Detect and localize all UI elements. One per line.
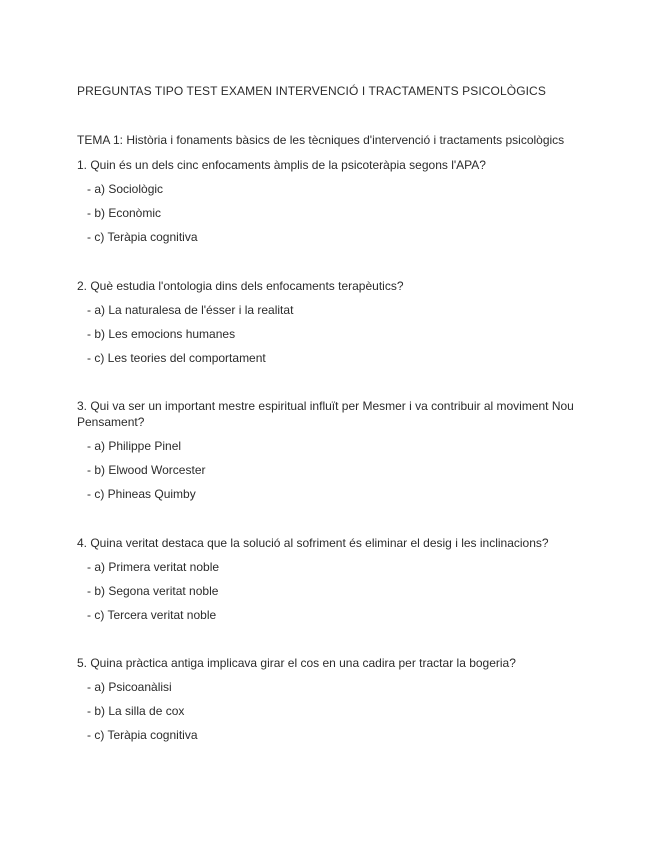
option-b: - b) Elwood Worcester xyxy=(87,463,206,477)
topic-heading: TEMA 1: Història i fonaments bàsics de les tècniques d'intervenció i tractaments psicològics xyxy=(77,133,565,147)
question-2 xyxy=(77,278,582,366)
option-a: - a) Primera veritat noble xyxy=(87,560,220,574)
option-a: - a) Philippe Pinel xyxy=(87,439,182,453)
question-text: 5. Quina pràctica antiga implicava girar el cos en una cadira per tractar la bogeria? xyxy=(77,656,516,670)
option-c: - c) Les teories del comportament xyxy=(87,351,266,365)
option-b: - b) La silla de cox xyxy=(87,704,185,718)
option-c: - c) Teràpia cognitiva xyxy=(87,230,198,244)
document-title: PREGUNTAS TIPO TEST EXAMEN INTERVENCIÓ I TRACTAMENTS PSICOLÒGICS xyxy=(77,84,546,98)
option-b: - b) Les emocions humanes xyxy=(87,327,236,341)
option-a: - a) La naturalesa de l'ésser i la realitat xyxy=(87,303,294,317)
question-3 xyxy=(77,398,582,502)
option-b: - b) Segona veritat noble xyxy=(87,584,219,598)
option-a: - a) Sociològic xyxy=(87,182,164,196)
question-text: 4. Quina veritat destaca que la solució al sofriment és eliminar el desig i les inclinacions? xyxy=(77,536,549,550)
question-text: 1. Quin és un dels cinc enfocaments àmplis de la psicoteràpia segons l'APA? xyxy=(77,158,486,172)
question-4 xyxy=(77,535,582,623)
question-text: 2. Què estudia l'ontologia dins dels enfocaments terapèutics? xyxy=(77,279,404,293)
option-c: - c) Tercera veritat noble xyxy=(87,608,217,622)
option-a: - a) Psicoanàlisi xyxy=(87,680,172,694)
option-c: - c) Teràpia cognitiva xyxy=(87,728,198,742)
option-b: - b) Econòmic xyxy=(87,206,162,220)
question-1 xyxy=(77,157,582,245)
question-text: 3. Qui va ser un important mestre espiritual influït per Mesmer i va contribuir al moviment Nou Pensament? xyxy=(77,399,574,429)
option-c: - c) Phineas Quimby xyxy=(87,487,196,501)
question-5 xyxy=(77,655,582,743)
